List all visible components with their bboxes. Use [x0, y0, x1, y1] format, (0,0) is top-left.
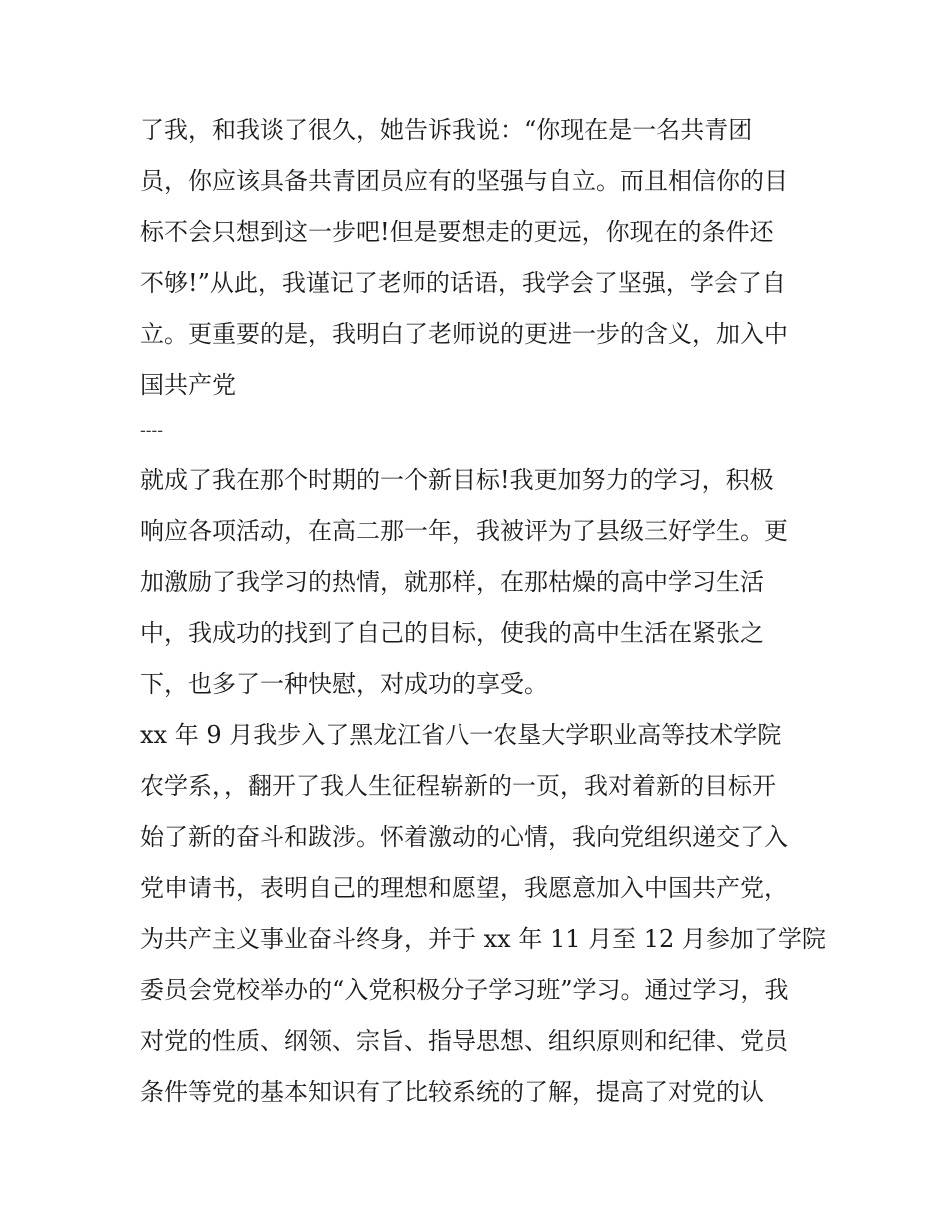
- text-line: 对党的性质、纲领、宗旨、指导思想、组织原则和纪律、党员: [140, 1027, 788, 1055]
- text-line: 加激励了我学习的热情，就那样，在那枯燥的高中学习生活: [140, 568, 764, 596]
- text-line: 不够!”从此，我谨记了老师的话语，我学会了坚强，学会了自: [140, 269, 786, 297]
- text-line: 了我，和我谈了很久，她告诉我说：“你现在是一名共青团: [140, 116, 753, 144]
- text-line: 农学系，，翻开了我人生征程崭新的一页，我对着新的目标开: [140, 772, 776, 800]
- text-line: 党申请书，表明自己的理想和愿望，我愿意加入中国共产党，: [140, 874, 788, 902]
- text-line: 下，也多了一种快慰，对成功的享受。: [140, 670, 548, 698]
- text-line: 员，你应该具备共青团员应有的坚强与自立。而且相信你的目: [140, 167, 788, 195]
- section-separator: ----: [140, 421, 163, 441]
- text-line: 就成了我在那个时期的一个新目标!我更加努力的学习，积极: [140, 466, 774, 494]
- text-line: 条件等党的基本知识有了比较系统的了解，提高了对党的认: [140, 1078, 764, 1106]
- text-line: 为共产主义事业奋斗终身，并于 xx 年 11 月至 12 月参加了学院: [140, 925, 826, 953]
- text-line: 始了新的奋斗和跋涉。怀着激动的心情，我向党组织递交了入: [140, 823, 788, 851]
- text-line: 委员会党校举办的“入党积极分子学习班”学习。通过学习，我: [140, 976, 789, 1004]
- text-line: xx 年 9 月我步入了黑龙江省八一农垦大学职业高等技术学院: [140, 721, 782, 749]
- text-line: 标不会只想到这一步吧!但是要想走的更远，你现在的条件还: [140, 218, 774, 246]
- document-body: [140, 110, 826, 1123]
- text-line: 国共产党: [140, 371, 236, 399]
- text-line: 立。更重要的是，我明白了老师说的更进一步的含义，加入中: [140, 320, 788, 348]
- text-line: 中，我成功的找到了自己的目标，使我的高中生活在紧张之: [140, 619, 764, 647]
- text-line: 响应各项活动，在高二那一年，我被评为了县级三好学生。更: [140, 517, 788, 545]
